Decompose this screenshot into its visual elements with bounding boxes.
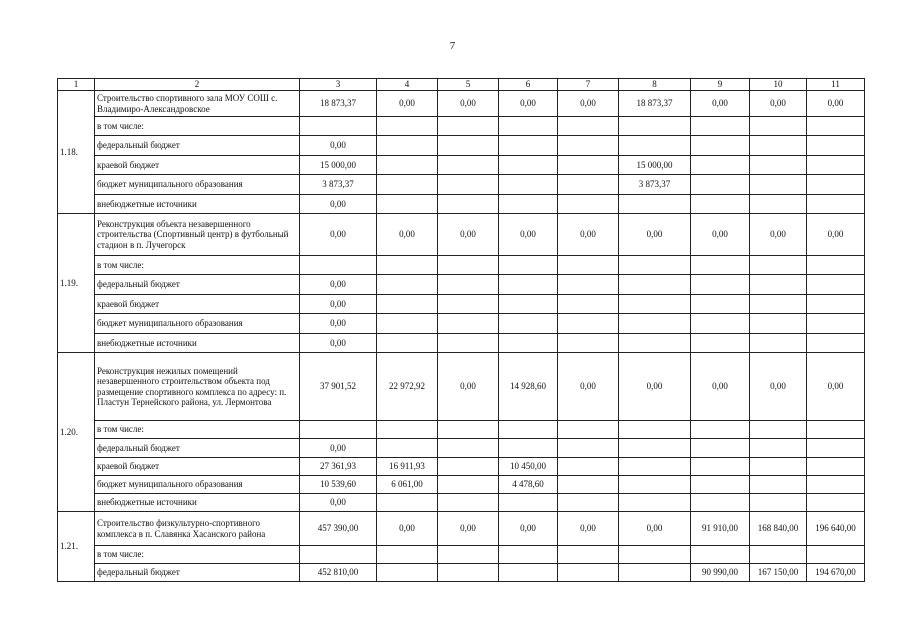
value-col-3: 0,00	[300, 314, 377, 334]
value-col-6	[499, 156, 558, 175]
value-col-4: 16 911,93	[377, 458, 438, 476]
value-col-8: 0,00	[619, 214, 691, 256]
value-col-7: 0,00	[558, 353, 619, 421]
value-col-4	[377, 275, 438, 295]
value-col-7	[558, 421, 619, 439]
value-col-6	[499, 256, 558, 275]
value-col-3: 0,00	[300, 195, 377, 214]
value-col-7	[558, 564, 619, 582]
value-col-8	[619, 256, 691, 275]
value-col-5	[438, 564, 499, 582]
header-row	[58, 79, 865, 91]
value-col-10	[750, 275, 807, 295]
value-col-4: 6 061,00	[377, 476, 438, 494]
value-col-11	[807, 334, 865, 353]
value-col-7	[558, 439, 619, 458]
value-col-5	[438, 314, 499, 334]
value-col-5	[438, 458, 499, 476]
value-col-9	[691, 256, 750, 275]
value-col-4	[377, 175, 438, 195]
value-col-10	[750, 458, 807, 476]
value-col-10	[750, 256, 807, 275]
value-col-11	[807, 136, 865, 156]
column-header-4: 4	[377, 79, 438, 91]
value-col-9	[691, 494, 750, 512]
value-col-3: 10 539,60	[300, 476, 377, 494]
value-col-7	[558, 546, 619, 564]
value-col-3: 0,00	[300, 214, 377, 256]
value-col-6	[499, 136, 558, 156]
value-col-6	[499, 439, 558, 458]
value-col-6	[499, 494, 558, 512]
value-col-9	[691, 334, 750, 353]
row-name: Строительство физкультурно-спортивного комплекса в п. Славянка Хасанского района	[95, 512, 300, 546]
value-col-3: 457 390,00	[300, 512, 377, 546]
value-col-10: 167 150,00	[750, 564, 807, 582]
row-name: федеральный бюджет	[95, 136, 300, 156]
column-header-10: 10	[750, 79, 807, 91]
row-name: бюджет муниципального образования	[95, 314, 300, 334]
value-col-11	[807, 439, 865, 458]
value-col-10	[750, 156, 807, 175]
value-col-5	[438, 275, 499, 295]
value-col-5: 0,00	[438, 512, 499, 546]
table-row	[58, 494, 865, 512]
value-col-3: 3 873,37	[300, 175, 377, 195]
value-col-6	[499, 334, 558, 353]
value-col-10: 168 840,00	[750, 512, 807, 546]
value-col-4	[377, 439, 438, 458]
value-col-10	[750, 334, 807, 353]
value-col-8	[619, 458, 691, 476]
value-col-8	[619, 295, 691, 314]
value-col-5: 0,00	[438, 353, 499, 421]
value-col-9	[691, 275, 750, 295]
value-col-7	[558, 256, 619, 275]
table-row	[58, 91, 865, 117]
value-col-10: 0,00	[750, 353, 807, 421]
value-col-11	[807, 295, 865, 314]
row-name: краевой бюджет	[95, 156, 300, 175]
value-col-11	[807, 314, 865, 334]
column-header-5: 5	[438, 79, 499, 91]
value-col-5	[438, 546, 499, 564]
value-col-10: 0,00	[750, 214, 807, 256]
value-col-11: 196 640,00	[807, 512, 865, 546]
table-row	[58, 156, 865, 175]
value-col-11	[807, 256, 865, 275]
value-col-7	[558, 136, 619, 156]
value-col-8	[619, 421, 691, 439]
value-col-10	[750, 546, 807, 564]
value-col-3: 15 000,00	[300, 156, 377, 175]
value-col-3: 452 810,00	[300, 564, 377, 582]
value-col-6	[499, 564, 558, 582]
value-col-3: 27 361,93	[300, 458, 377, 476]
value-col-4: 0,00	[377, 512, 438, 546]
value-col-4	[377, 295, 438, 314]
value-col-6	[499, 175, 558, 195]
row-name: внебюджетные источники	[95, 334, 300, 353]
value-col-10	[750, 175, 807, 195]
value-col-6	[499, 195, 558, 214]
value-col-9: 0,00	[691, 214, 750, 256]
row-name: федеральный бюджет	[95, 275, 300, 295]
value-col-9	[691, 175, 750, 195]
value-col-7	[558, 175, 619, 195]
value-col-7: 0,00	[558, 512, 619, 546]
value-col-3	[300, 421, 377, 439]
row-index: 1.19.	[58, 214, 95, 353]
value-col-6	[499, 546, 558, 564]
value-col-4	[377, 314, 438, 334]
value-col-3: 0,00	[300, 334, 377, 353]
table-row	[58, 256, 865, 275]
value-col-8	[619, 275, 691, 295]
value-col-7: 0,00	[558, 214, 619, 256]
value-col-5	[438, 117, 499, 136]
value-col-8	[619, 546, 691, 564]
value-col-10	[750, 117, 807, 136]
value-col-3: 0,00	[300, 494, 377, 512]
value-col-8: 18 873,37	[619, 91, 691, 117]
value-col-10	[750, 476, 807, 494]
value-col-6	[499, 314, 558, 334]
value-col-8	[619, 494, 691, 512]
value-col-8	[619, 334, 691, 353]
value-col-9: 90 990,00	[691, 564, 750, 582]
row-name: Реконструкция объекта незавершенного строительства (Спортивный центр) в футбольный стадион в п. Лучегорск	[95, 214, 300, 256]
table-row	[58, 136, 865, 156]
row-name: Реконструкция нежилых помещений незавершенного строительством объекта под размещение спортивного комплекса по адресу: п. Пластун Тернейского района, ул. Лермонтова	[95, 353, 300, 421]
value-col-4: 0,00	[377, 91, 438, 117]
table-row	[58, 421, 865, 439]
value-col-3: 37 901,52	[300, 353, 377, 421]
column-header-8: 8	[619, 79, 691, 91]
value-col-7	[558, 275, 619, 295]
table-row	[58, 314, 865, 334]
value-col-7	[558, 476, 619, 494]
table-row	[58, 175, 865, 195]
row-name: в том числе:	[95, 117, 300, 136]
row-name: внебюджетные источники	[95, 494, 300, 512]
value-col-9	[691, 156, 750, 175]
value-col-6	[499, 421, 558, 439]
row-index: 1.21.	[58, 512, 95, 582]
row-name: внебюджетные источники	[95, 195, 300, 214]
value-col-8: 0,00	[619, 353, 691, 421]
value-col-6: 0,00	[499, 512, 558, 546]
value-col-3: 0,00	[300, 275, 377, 295]
value-col-11	[807, 195, 865, 214]
row-name: федеральный бюджет	[95, 564, 300, 582]
table-row	[58, 353, 865, 421]
value-col-9: 0,00	[691, 91, 750, 117]
table-row	[58, 117, 865, 136]
table-row	[58, 214, 865, 256]
value-col-4	[377, 156, 438, 175]
value-col-11	[807, 546, 865, 564]
value-col-4	[377, 494, 438, 512]
value-col-10	[750, 421, 807, 439]
column-header-6: 6	[499, 79, 558, 91]
value-col-5	[438, 175, 499, 195]
row-name: в том числе:	[95, 546, 300, 564]
value-col-7	[558, 195, 619, 214]
row-name: бюджет муниципального образования	[95, 175, 300, 195]
value-col-10: 0,00	[750, 91, 807, 117]
value-col-4	[377, 421, 438, 439]
value-col-9	[691, 117, 750, 136]
value-col-11	[807, 275, 865, 295]
value-col-3	[300, 546, 377, 564]
value-col-7: 0,00	[558, 91, 619, 117]
table-body	[58, 79, 865, 582]
value-col-7	[558, 156, 619, 175]
value-col-11	[807, 421, 865, 439]
value-col-6	[499, 275, 558, 295]
value-col-8	[619, 439, 691, 458]
value-col-5	[438, 256, 499, 275]
value-col-8	[619, 564, 691, 582]
row-name: в том числе:	[95, 421, 300, 439]
value-col-5: 0,00	[438, 214, 499, 256]
value-col-6	[499, 295, 558, 314]
value-col-10	[750, 494, 807, 512]
row-name: краевой бюджет	[95, 295, 300, 314]
value-col-8: 15 000,00	[619, 156, 691, 175]
value-col-9	[691, 195, 750, 214]
value-col-9	[691, 136, 750, 156]
value-col-7	[558, 295, 619, 314]
column-header-1: 1	[58, 79, 95, 91]
value-col-11	[807, 175, 865, 195]
column-header-11: 11	[807, 79, 865, 91]
value-col-4	[377, 136, 438, 156]
value-col-5	[438, 295, 499, 314]
value-col-7	[558, 334, 619, 353]
value-col-3: 18 873,37	[300, 91, 377, 117]
value-col-7	[558, 494, 619, 512]
value-col-9	[691, 314, 750, 334]
value-col-4	[377, 195, 438, 214]
value-col-6: 0,00	[499, 91, 558, 117]
row-name: федеральный бюджет	[95, 439, 300, 458]
value-col-4	[377, 117, 438, 136]
value-col-9	[691, 439, 750, 458]
value-col-4	[377, 564, 438, 582]
value-col-8	[619, 136, 691, 156]
row-index: 1.20.	[58, 353, 95, 512]
value-col-8	[619, 117, 691, 136]
column-header-9: 9	[691, 79, 750, 91]
value-col-9	[691, 476, 750, 494]
table-row	[58, 195, 865, 214]
value-col-4	[377, 256, 438, 275]
value-col-3: 0,00	[300, 136, 377, 156]
value-col-10	[750, 136, 807, 156]
value-col-5	[438, 476, 499, 494]
financing-table	[57, 78, 865, 582]
column-header-3: 3	[300, 79, 377, 91]
value-col-5	[438, 156, 499, 175]
value-col-7	[558, 314, 619, 334]
value-col-9	[691, 546, 750, 564]
value-col-10	[750, 439, 807, 458]
value-col-6: 14 928,60	[499, 353, 558, 421]
value-col-5	[438, 494, 499, 512]
value-col-8	[619, 195, 691, 214]
table-row	[58, 458, 865, 476]
value-col-6: 10 450,00	[499, 458, 558, 476]
table-row	[58, 512, 865, 546]
value-col-10	[750, 195, 807, 214]
value-col-5	[438, 195, 499, 214]
value-col-11	[807, 458, 865, 476]
value-col-8: 0,00	[619, 512, 691, 546]
value-col-11: 0,00	[807, 353, 865, 421]
value-col-9	[691, 421, 750, 439]
column-header-7: 7	[558, 79, 619, 91]
table-row	[58, 295, 865, 314]
row-name: в том числе:	[95, 256, 300, 275]
value-col-9	[691, 458, 750, 476]
value-col-5	[438, 136, 499, 156]
value-col-5	[438, 334, 499, 353]
table-row	[58, 546, 865, 564]
value-col-6: 0,00	[499, 214, 558, 256]
value-col-11: 194 670,00	[807, 564, 865, 582]
value-col-4: 0,00	[377, 214, 438, 256]
row-name: краевой бюджет	[95, 458, 300, 476]
value-col-6: 4 478,60	[499, 476, 558, 494]
page-number: 7	[449, 40, 456, 52]
row-index: 1.18.	[58, 91, 95, 214]
value-col-11: 0,00	[807, 91, 865, 117]
value-col-4	[377, 546, 438, 564]
value-col-7	[558, 117, 619, 136]
column-header-2: 2	[95, 79, 300, 91]
table-row	[58, 275, 865, 295]
value-col-5	[438, 439, 499, 458]
value-col-5: 0,00	[438, 91, 499, 117]
value-col-10	[750, 314, 807, 334]
value-col-3	[300, 117, 377, 136]
value-col-3	[300, 256, 377, 275]
value-col-6	[499, 117, 558, 136]
table-row	[58, 334, 865, 353]
value-col-9: 91 910,00	[691, 512, 750, 546]
value-col-10	[750, 295, 807, 314]
value-col-8: 3 873,37	[619, 175, 691, 195]
value-col-4: 22 972,92	[377, 353, 438, 421]
value-col-11	[807, 494, 865, 512]
value-col-11	[807, 117, 865, 136]
value-col-11	[807, 156, 865, 175]
table-row	[58, 564, 865, 582]
value-col-5	[438, 421, 499, 439]
table-row	[58, 476, 865, 494]
value-col-3: 0,00	[300, 439, 377, 458]
value-col-3: 0,00	[300, 295, 377, 314]
value-col-8	[619, 314, 691, 334]
value-col-9	[691, 295, 750, 314]
value-col-11	[807, 476, 865, 494]
value-col-8	[619, 476, 691, 494]
row-name: бюджет муниципального образования	[95, 476, 300, 494]
value-col-11: 0,00	[807, 214, 865, 256]
table-row	[58, 439, 865, 458]
value-col-4	[377, 334, 438, 353]
value-col-9: 0,00	[691, 353, 750, 421]
value-col-7	[558, 458, 619, 476]
row-name: Строительство спортивного зала МОУ СОШ с. Владимиро-Александровское	[95, 91, 300, 117]
